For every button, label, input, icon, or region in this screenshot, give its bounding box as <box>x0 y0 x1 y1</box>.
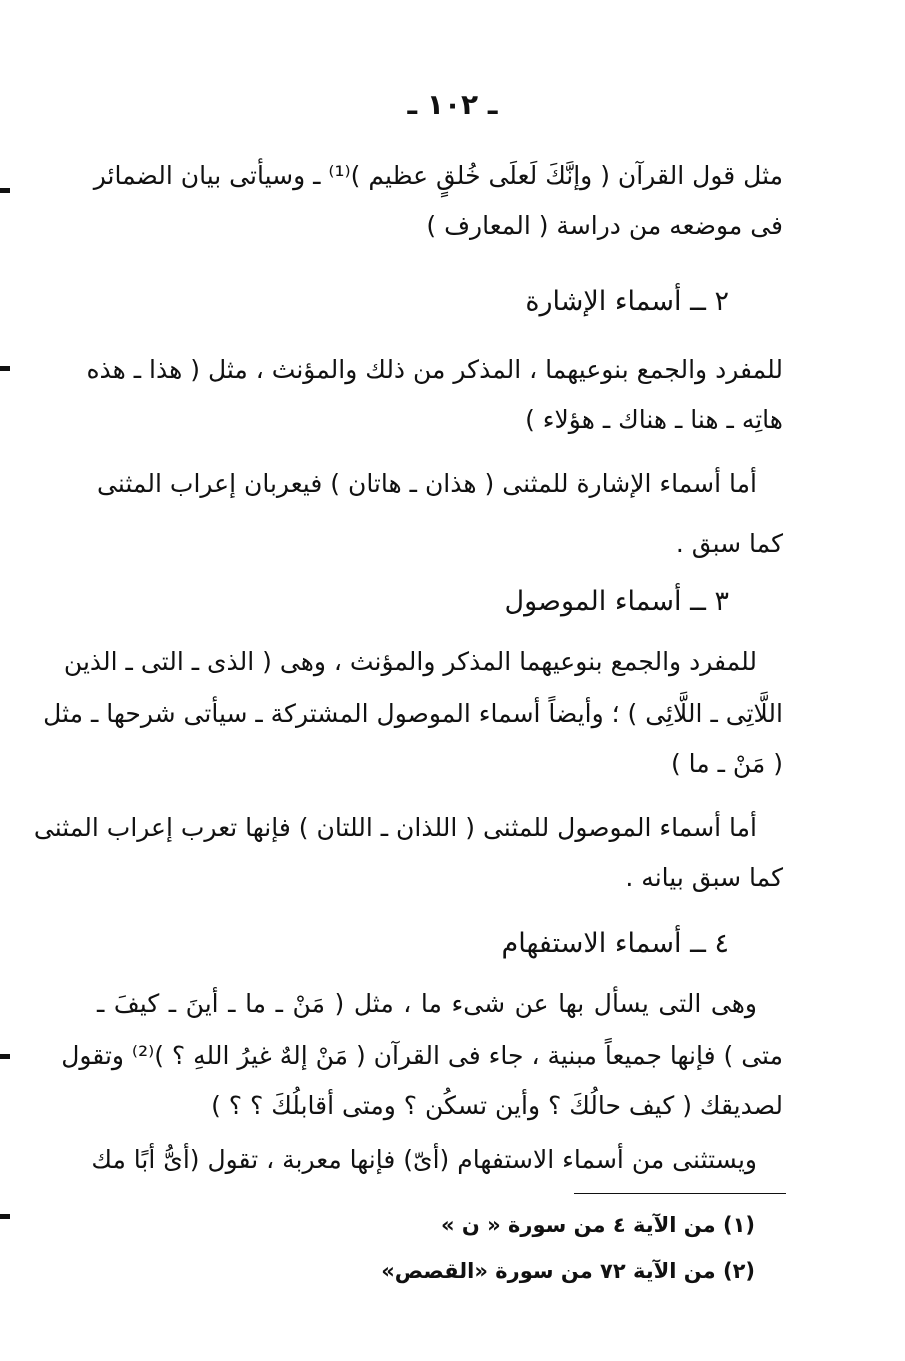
text-line: مثل قول القرآن ( وإنَّكَ لَعلَى خُلقٍ عظيم )⁽¹⁾ ـ وسيأتى بيان الضمائر <box>93 161 783 190</box>
scan-edge-mark <box>0 366 10 371</box>
text-line: ( مَنْ ـ ما ) <box>670 749 783 778</box>
section-heading: ٢ ــ أسماء الإشارة <box>525 286 729 317</box>
footnote: (١) من الآية ٤ من سورة « ن » <box>441 1213 755 1237</box>
text-line: للمفرد والجمع بنوعيهما ، المذكر من ذلك والمؤنث ، مثل ( هذا ـ هذه <box>86 355 783 384</box>
scan-edge-mark <box>0 1214 10 1219</box>
section-heading: ٤ ــ أسماء الاستفهام <box>501 928 729 959</box>
text-line: أما أسماء الإشارة للمثنى ( هذان ـ هاتان ) فيعربان إعراب المثنى <box>97 469 757 498</box>
text-line: للمفرد والجمع بنوعيهما المذكر والمؤنث ، وهى ( الذى ـ التى ـ الذين <box>63 647 757 676</box>
text-line: اللَّاتِى ـ اللَّائِى ) ؛ وأيضاً أسماء الموصول المشتركة ـ سيأتى شرحها ـ مثل <box>43 699 783 728</box>
scan-edge-mark <box>0 1054 10 1059</box>
footnote-separator <box>574 1193 786 1194</box>
text-line: هاتِه ـ هنا ـ هناك ـ هؤلاء ) <box>525 405 783 434</box>
page-number: ـ ١٠٢ ـ <box>407 88 498 121</box>
text-line: أما أسماء الموصول للمثنى ( اللذان ـ اللتان ) فإنها تعرب إعراب المثنى <box>33 813 757 842</box>
text-line: ويستثنى من أسماء الاستفهام (أىّ) فإنها معربة ، تقول (أىُّ أبًا مك <box>91 1145 757 1174</box>
text-line: وهى التى يسأل بها عن شىء ما ، مثل ( مَنْ ـ ما ـ أينَ ـ كيفَ ـ <box>97 989 757 1018</box>
scan-edge-mark <box>0 188 10 193</box>
text-line: لصديقك ( كيف حالُكَ ؟ وأين تسكُن ؟ ومتى أقابلُكَ ؟ ؟ ) <box>211 1091 783 1120</box>
footnote: (٢) من الآية ٧٢ من سورة «القصص» <box>381 1259 755 1283</box>
text-line: متى ) فإنها جميعاً مبنية ، جاء فى القرآن ( مَنْ إلهٌ غيرُ اللهِ ؟ )⁽²⁾ وتقول <box>61 1041 783 1070</box>
text-line: كما سبق . <box>675 529 783 558</box>
text-line: فى موضعه من دراسة ( المعارف ) <box>426 211 783 240</box>
text-line: كما سبق بيانه . <box>625 863 783 892</box>
section-heading: ٣ ــ أسماء الموصول <box>504 586 729 617</box>
